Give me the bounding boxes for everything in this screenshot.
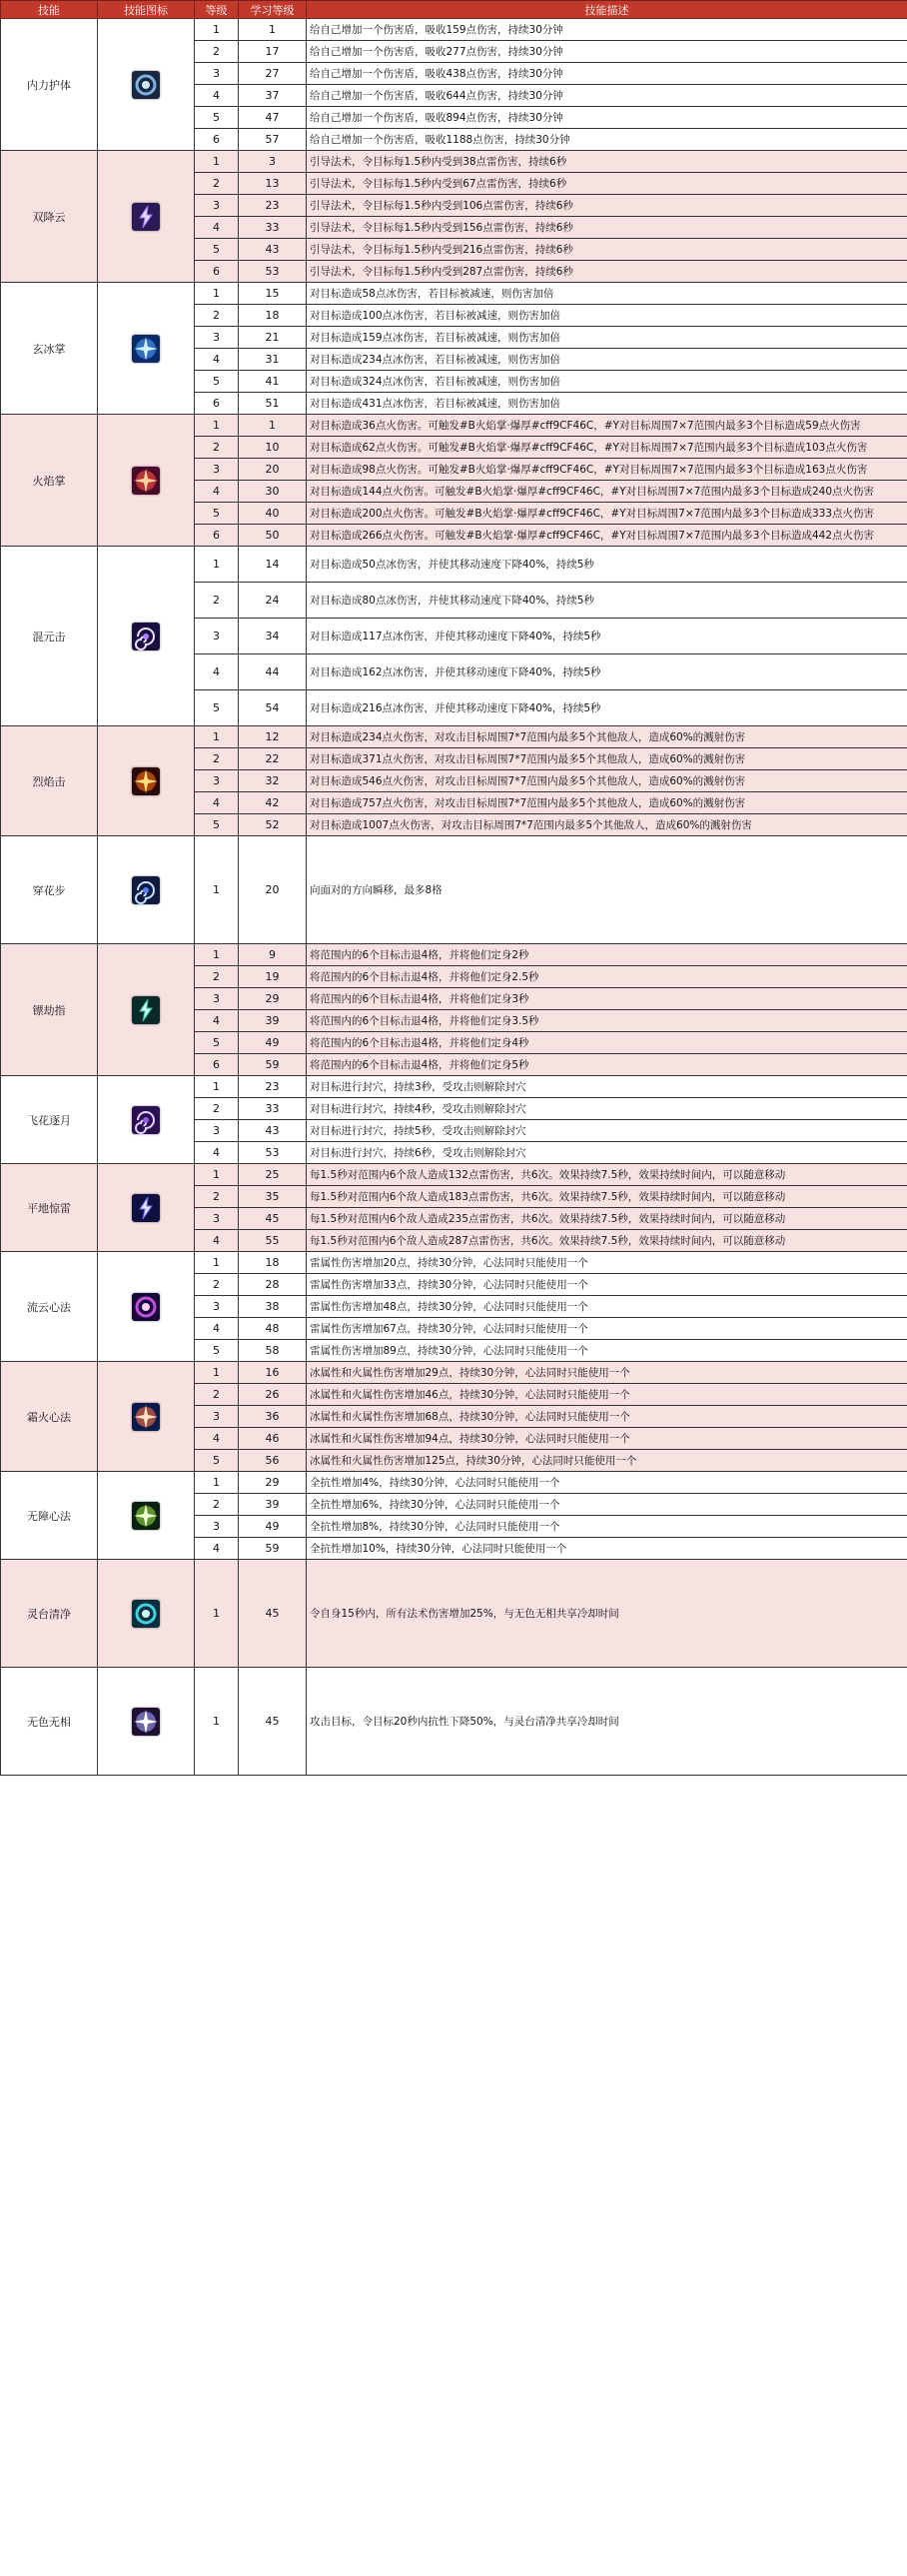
- skill-description: 对目标进行封穴，持续4秒，受攻击则解除封穴: [307, 1098, 907, 1120]
- learn-level: 43: [239, 239, 307, 261]
- skill-level: 6: [195, 129, 239, 151]
- skill-level: 5: [195, 1450, 239, 1472]
- skill-description: 对目标造成36点火伤害。可触发#B火焰掌·爆厚#cff9CF46C，#Y对目标周围7×7范围内最多3个目标造成59点火伤害: [307, 415, 907, 437]
- barrier-free-icon: [132, 1502, 160, 1530]
- table-row: [1, 283, 907, 305]
- skill-icon-cell: [98, 1668, 195, 1776]
- skill-group: [1, 1164, 907, 1252]
- skill-level: 5: [195, 503, 239, 525]
- learn-level: 41: [239, 371, 307, 393]
- skill-description: 给自己增加一个伤害盾，吸收644点伤害，持续30分钟: [307, 85, 907, 107]
- skill-level: 3: [195, 195, 239, 217]
- skill-name: 流云心法: [1, 1252, 98, 1362]
- learn-level: 29: [239, 1472, 307, 1494]
- skill-name: 镖劫指: [1, 944, 98, 1076]
- skill-description: 对目标造成50点冰伤害，并使其移动速度下降40%，持续5秒: [307, 547, 907, 583]
- skill-name: 灵台清净: [1, 1560, 98, 1668]
- skill-description: 对目标造成200点火伤害。可触发#B火焰掌·爆厚#cff9CF46C，#Y对目标周围7×7范围内最多3个目标造成333点火伤害: [307, 503, 907, 525]
- table-row: [1, 1560, 907, 1668]
- skill-level: 5: [195, 107, 239, 129]
- learn-level: 59: [239, 1054, 307, 1076]
- skill-description: 将范围内的6个目标击退4格，并将他们定身3.5秒: [307, 1010, 907, 1032]
- skill-description: 引导法术，令目标每1.5秒内受到106点雷伤害，持续6秒: [307, 195, 907, 217]
- skill-icon-cell: [98, 151, 195, 283]
- skill-description: 引导法术，令目标每1.5秒内受到216点雷伤害，持续6秒: [307, 239, 907, 261]
- skill-name: 内力护体: [1, 19, 98, 151]
- learn-level: 20: [239, 836, 307, 944]
- skill-level: 5: [195, 814, 239, 836]
- skill-description: 冰属性和火属性伤害增加125点，持续30分钟，心法同时只能使用一个: [307, 1450, 907, 1472]
- skill-level: 4: [195, 481, 239, 503]
- skill-description: 给自己增加一个伤害盾，吸收159点伤害，持续30分钟: [307, 19, 907, 41]
- skill-name: 玄冰掌: [1, 283, 98, 415]
- skill-description: 每1.5秒对范围内6个敌人造成235点雷伤害，共6次。效果持续7.5秒，效果持续时间内，可以随意移动: [307, 1208, 907, 1230]
- learn-level: 9: [239, 944, 307, 966]
- learn-level: 49: [239, 1032, 307, 1054]
- frost-fire-icon: [132, 1403, 160, 1431]
- skill-level: 2: [195, 1186, 239, 1208]
- skill-icon-cell: [98, 547, 195, 726]
- learn-level: 23: [239, 1076, 307, 1098]
- learn-level: 14: [239, 547, 307, 583]
- skill-description: 向面对的方向瞬移，最多8格: [307, 836, 907, 944]
- learn-level: 45: [239, 1668, 307, 1776]
- inner-shield-icon: [132, 71, 160, 99]
- skill-description: 全抗性增加10%，持续30分钟，心法同时只能使用一个: [307, 1538, 907, 1560]
- table-row: [1, 726, 907, 748]
- skill-group: [1, 836, 907, 944]
- skill-name: 混元击: [1, 547, 98, 726]
- skill-description: 对目标造成371点火伤害，对攻击目标周围7*7范围内最多5个其他敌人，造成60%的溅射伤害: [307, 748, 907, 770]
- learn-level: 37: [239, 85, 307, 107]
- learn-level: 49: [239, 1516, 307, 1538]
- skill-name: 平地惊雷: [1, 1164, 98, 1252]
- learn-level: 47: [239, 107, 307, 129]
- skill-level: 6: [195, 261, 239, 283]
- skill-group: [1, 1472, 907, 1560]
- table-row: [1, 1472, 907, 1494]
- learn-level: 54: [239, 690, 307, 726]
- learn-level: 33: [239, 1098, 307, 1120]
- skill-description: 雷属性伤害增加89点，持续30分钟，心法同时只能使用一个: [307, 1340, 907, 1362]
- learn-level: 53: [239, 1142, 307, 1164]
- table-row: [1, 1252, 907, 1274]
- learn-level: 40: [239, 503, 307, 525]
- skill-description: 每1.5秒对范围内6个敌人造成132点雷伤害，共6次。效果持续7.5秒，效果持续时间内，可以随意移动: [307, 1164, 907, 1186]
- skill-description: 对目标造成266点火伤害。可触发#B火焰掌·爆厚#cff9CF46C，#Y对目标周围7×7范围内最多3个目标造成442点火伤害: [307, 525, 907, 547]
- learn-level: 19: [239, 966, 307, 988]
- header-learn-level: 学习等级: [239, 1, 307, 19]
- skill-level: 1: [195, 1560, 239, 1668]
- ice-palm-icon: [132, 335, 160, 363]
- skill-name: 无色无相: [1, 1668, 98, 1776]
- skill-description: 对目标造成144点火伤害。可触发#B火焰掌·爆厚#cff9CF46C，#Y对目标周围7×7范围内最多3个目标造成240点火伤害: [307, 481, 907, 503]
- learn-level: 26: [239, 1384, 307, 1406]
- table-row: [1, 1362, 907, 1384]
- skill-level: 3: [195, 619, 239, 654]
- skill-description: 冰属性和火属性伤害增加94点，持续30分钟，心法同时只能使用一个: [307, 1428, 907, 1450]
- skill-description: 将范围内的6个目标击退4格，并将他们定身2.5秒: [307, 966, 907, 988]
- skill-level: 3: [195, 327, 239, 349]
- skill-level: 2: [195, 966, 239, 988]
- header-skill: 技能: [1, 1, 98, 19]
- learn-level: 33: [239, 217, 307, 239]
- skill-description: 将范围内的6个目标击退4格，并将他们定身2秒: [307, 944, 907, 966]
- skill-description: 全抗性增加4%，持续30分钟，心法同时只能使用一个: [307, 1472, 907, 1494]
- skill-description: 给自己增加一个伤害盾，吸收438点伤害，持续30分钟: [307, 63, 907, 85]
- skill-level: 3: [195, 63, 239, 85]
- skill-level: 5: [195, 690, 239, 726]
- skill-level: 2: [195, 748, 239, 770]
- learn-level: 30: [239, 481, 307, 503]
- skill-group: [1, 151, 907, 283]
- skill-group: [1, 1362, 907, 1472]
- skill-name: 飞花逐月: [1, 1076, 98, 1164]
- header-description: 技能描述: [307, 1, 907, 19]
- skill-description: 对目标造成324点冰伤害，若目标被减速，则伤害加倍: [307, 371, 907, 393]
- learn-level: 32: [239, 770, 307, 792]
- skill-level: 4: [195, 1318, 239, 1340]
- flowing-cloud-icon: [132, 1293, 160, 1321]
- learn-level: 10: [239, 437, 307, 459]
- skill-description: 冰属性和火属性伤害增加68点，持续30分钟，心法同时只能使用一个: [307, 1406, 907, 1428]
- skill-description: 对目标进行封穴，持续3秒，受攻击则解除封穴: [307, 1076, 907, 1098]
- skill-description: 对目标造成98点火伤害。可触发#B火焰掌·爆厚#cff9CF46C，#Y对目标周围7×7范围内最多3个目标造成163点火伤害: [307, 459, 907, 481]
- header-row: [1, 1, 907, 19]
- skill-description: 对目标造成162点冰伤害，并使其移动速度下降40%，持续5秒: [307, 654, 907, 690]
- skill-description: 冰属性和火属性伤害增加46点，持续30分钟，心法同时只能使用一个: [307, 1384, 907, 1406]
- skill-description: 对目标造成159点冰伤害，若目标被减速，则伤害加倍: [307, 327, 907, 349]
- skill-description: 对目标造成117点冰伤害，并使其移动速度下降40%，持续5秒: [307, 619, 907, 654]
- learn-level: 43: [239, 1120, 307, 1142]
- learn-level: 39: [239, 1010, 307, 1032]
- skill-icon-cell: [98, 415, 195, 547]
- table-row: [1, 1076, 907, 1098]
- skill-description: 对目标造成234点冰伤害，若目标被减速，则伤害加倍: [307, 349, 907, 371]
- learn-level: 52: [239, 814, 307, 836]
- skill-level: 5: [195, 371, 239, 393]
- skill-icon-cell: [98, 836, 195, 944]
- learn-level: 57: [239, 129, 307, 151]
- skill-level: 3: [195, 1516, 239, 1538]
- learn-level: 44: [239, 654, 307, 690]
- skill-description: 对目标造成216点冰伤害，并使其移动速度下降40%，持续5秒: [307, 690, 907, 726]
- learn-level: 48: [239, 1318, 307, 1340]
- learn-level: 59: [239, 1538, 307, 1560]
- skill-level: 6: [195, 525, 239, 547]
- learn-level: 18: [239, 305, 307, 327]
- skill-level: 2: [195, 1274, 239, 1296]
- skill-level: 2: [195, 583, 239, 619]
- learn-level: 1: [239, 415, 307, 437]
- table-row: [1, 415, 907, 437]
- flower-step-icon: [132, 876, 160, 904]
- skill-level: 4: [195, 1010, 239, 1032]
- table-row: [1, 1164, 907, 1186]
- skill-level: 1: [195, 151, 239, 173]
- learn-level: 28: [239, 1274, 307, 1296]
- skill-description: 将范围内的6个目标击退4格，并将他们定身3秒: [307, 988, 907, 1010]
- table-row: [1, 19, 907, 41]
- skill-level: 6: [195, 393, 239, 415]
- learn-level: 12: [239, 726, 307, 748]
- skill-level: 1: [195, 283, 239, 305]
- skill-icon-cell: [98, 1164, 195, 1252]
- skill-description: 将范围内的6个目标击退4格，并将他们定身5秒: [307, 1054, 907, 1076]
- skill-description: 雷属性伤害增加48点，持续30分钟，心法同时只能使用一个: [307, 1296, 907, 1318]
- learn-level: 17: [239, 41, 307, 63]
- skill-description: 给自己增加一个伤害盾，吸收277点伤害，持续30分钟: [307, 41, 907, 63]
- learn-level: 56: [239, 1450, 307, 1472]
- skill-level: 4: [195, 654, 239, 690]
- skill-description: 全抗性增加8%，持续30分钟，心法同时只能使用一个: [307, 1516, 907, 1538]
- skill-level: 1: [195, 1164, 239, 1186]
- learn-level: 31: [239, 349, 307, 371]
- table-row: [1, 547, 907, 583]
- skill-level: 5: [195, 1340, 239, 1362]
- skill-icon-cell: [98, 1560, 195, 1668]
- skill-icon-cell: [98, 726, 195, 836]
- skill-level: 1: [195, 944, 239, 966]
- skill-group: [1, 1668, 907, 1776]
- learn-level: 34: [239, 619, 307, 654]
- header-level: 等级: [195, 1, 239, 19]
- skill-icon-cell: [98, 944, 195, 1076]
- skill-level: 1: [195, 1362, 239, 1384]
- learn-level: 51: [239, 393, 307, 415]
- skill-icon-cell: [98, 19, 195, 151]
- fire-palm-icon: [132, 467, 160, 495]
- skill-description: 对目标造成234点火伤害，对攻击目标周围7*7范围内最多5个其他敌人，造成60%的溅射伤害: [307, 726, 907, 748]
- skill-description: 全抗性增加6%，持续30分钟，心法同时只能使用一个: [307, 1494, 907, 1516]
- skill-name: 无障心法: [1, 1472, 98, 1560]
- learn-level: 45: [239, 1560, 307, 1668]
- clear-mind-icon: [132, 1600, 160, 1628]
- skill-level: 3: [195, 1406, 239, 1428]
- learn-level: 22: [239, 748, 307, 770]
- skill-level: 4: [195, 792, 239, 814]
- skill-level: 2: [195, 1384, 239, 1406]
- learn-level: 38: [239, 1296, 307, 1318]
- skill-name: 烈焰击: [1, 726, 98, 836]
- skill-level: 2: [195, 1494, 239, 1516]
- learn-level: 23: [239, 195, 307, 217]
- skill-icon-cell: [98, 1076, 195, 1164]
- skill-level: 2: [195, 1098, 239, 1120]
- skill-group: [1, 1252, 907, 1362]
- learn-level: 21: [239, 327, 307, 349]
- skill-level: 2: [195, 437, 239, 459]
- skill-group: [1, 547, 907, 726]
- table-row: [1, 151, 907, 173]
- learn-level: 18: [239, 1252, 307, 1274]
- learn-level: 25: [239, 1164, 307, 1186]
- skill-description: 对目标造成431点冰伤害，若目标被减速，则伤害加倍: [307, 393, 907, 415]
- skill-group: [1, 19, 907, 151]
- skill-description: 引导法术，令目标每1.5秒内受到287点雷伤害，持续6秒: [307, 261, 907, 283]
- skill-level: 4: [195, 85, 239, 107]
- skill-description: 对目标造成1007点火伤害，对攻击目标周围7*7范围内最多5个其他敌人，造成60%的溅射伤害: [307, 814, 907, 836]
- skill-level: 3: [195, 1120, 239, 1142]
- skill-icon-cell: [98, 1472, 195, 1560]
- skill-description: 对目标造成80点冰伤害，并使其移动速度下降40%，持续5秒: [307, 583, 907, 619]
- dart-finger-icon: [132, 996, 160, 1024]
- skill-group: [1, 726, 907, 836]
- skill-description: 将范围内的6个目标击退4格，并将他们定身4秒: [307, 1032, 907, 1054]
- skill-level: 6: [195, 1054, 239, 1076]
- learn-level: 53: [239, 261, 307, 283]
- skill-group: [1, 1560, 907, 1668]
- skill-description: 雷属性伤害增加33点，持续30分钟，心法同时只能使用一个: [307, 1274, 907, 1296]
- table-row: [1, 836, 907, 944]
- skill-level: 1: [195, 726, 239, 748]
- skill-level: 5: [195, 1032, 239, 1054]
- skill-level: 3: [195, 1296, 239, 1318]
- skill-level: 2: [195, 41, 239, 63]
- skill-level: 4: [195, 349, 239, 371]
- skill-description: 对目标进行封穴，持续5秒，受攻击则解除封穴: [307, 1120, 907, 1142]
- skill-description: 给自己增加一个伤害盾，吸收1188点伤害，持续30分钟: [307, 129, 907, 151]
- learn-level: 45: [239, 1208, 307, 1230]
- learn-level: 3: [239, 151, 307, 173]
- skill-level: 1: [195, 1076, 239, 1098]
- skill-group: [1, 1076, 907, 1164]
- learn-level: 58: [239, 1340, 307, 1362]
- chaos-strike-icon: [132, 623, 160, 650]
- thunder-bolt-icon: [132, 1194, 160, 1222]
- skill-icon-cell: [98, 283, 195, 415]
- skill-name: 双降云: [1, 151, 98, 283]
- skill-name: 火焰掌: [1, 415, 98, 547]
- skill-description: 引导法术，令目标每1.5秒内受到38点雷伤害，持续6秒: [307, 151, 907, 173]
- skill-description: 攻击目标，令目标20秒内抗性下降50%，与灵台清净共享冷却时间: [307, 1668, 907, 1776]
- formless-icon: [132, 1708, 160, 1736]
- learn-level: 16: [239, 1362, 307, 1384]
- skill-description: 对目标进行封穴，持续6秒，受攻击则解除封穴: [307, 1142, 907, 1164]
- learn-level: 13: [239, 173, 307, 195]
- skill-description: 引导法术，令目标每1.5秒内受到67点雷伤害，持续6秒: [307, 173, 907, 195]
- skill-description: 对目标造成62点火伤害。可触发#B火焰掌·爆厚#cff9CF46C，#Y对目标周围7×7范围内最多3个目标造成103点火伤害: [307, 437, 907, 459]
- skill-level: 2: [195, 173, 239, 195]
- learn-level: 20: [239, 459, 307, 481]
- header-icon: 技能图标: [98, 1, 195, 19]
- skill-icon-cell: [98, 1362, 195, 1472]
- learn-level: 35: [239, 1186, 307, 1208]
- skill-level: 3: [195, 988, 239, 1010]
- skill-group: [1, 415, 907, 547]
- skill-group: [1, 283, 907, 415]
- skill-level: 1: [195, 547, 239, 583]
- skill-description: 给自己增加一个伤害盾，吸收894点伤害，持续30分钟: [307, 107, 907, 129]
- learn-level: 15: [239, 283, 307, 305]
- skill-level: 4: [195, 1230, 239, 1252]
- skill-name: 穿花步: [1, 836, 98, 944]
- moon-flower-icon: [132, 1106, 160, 1134]
- skill-level: 3: [195, 459, 239, 481]
- skill-description: 雷属性伤害增加67点，持续30分钟，心法同时只能使用一个: [307, 1318, 907, 1340]
- skill-description: 每1.5秒对范围内6个敌人造成287点雷伤害，共6次。效果持续7.5秒，效果持续时间内，可以随意移动: [307, 1230, 907, 1252]
- skill-description: 雷属性伤害增加20点，持续30分钟，心法同时只能使用一个: [307, 1252, 907, 1274]
- skill-level: 3: [195, 770, 239, 792]
- skill-name: 霜火心法: [1, 1362, 98, 1472]
- skill-level: 1: [195, 19, 239, 41]
- learn-level: 46: [239, 1428, 307, 1450]
- learn-level: 1: [239, 19, 307, 41]
- skill-level: 5: [195, 239, 239, 261]
- skill-description: 冰属性和火属性伤害增加29点，持续30分钟，心法同时只能使用一个: [307, 1362, 907, 1384]
- skill-level: 1: [195, 1668, 239, 1776]
- learn-level: 29: [239, 988, 307, 1010]
- table-row: [1, 1668, 907, 1776]
- skill-description: 每1.5秒对范围内6个敌人造成183点雷伤害，共6次。效果持续7.5秒，效果持续时间内，可以随意移动: [307, 1186, 907, 1208]
- learn-level: 50: [239, 525, 307, 547]
- skill-level: 4: [195, 1428, 239, 1450]
- skill-description: 对目标造成100点冰伤害，若目标被减速，则伤害加倍: [307, 305, 907, 327]
- skill-level: 4: [195, 1538, 239, 1560]
- learn-level: 42: [239, 792, 307, 814]
- learn-level: 55: [239, 1230, 307, 1252]
- skill-description: 引导法术，令目标每1.5秒内受到156点雷伤害，持续6秒: [307, 217, 907, 239]
- learn-level: 39: [239, 1494, 307, 1516]
- skill-level: 1: [195, 836, 239, 944]
- skill-description: 对目标造成546点火伤害，对攻击目标周围7*7范围内最多5个其他敌人，造成60%的溅射伤害: [307, 770, 907, 792]
- skill-description: 对目标造成757点火伤害，对攻击目标周围7*7范围内最多5个其他敌人，造成60%的溅射伤害: [307, 792, 907, 814]
- table-row: [1, 944, 907, 966]
- flame-strike-icon: [132, 767, 160, 795]
- skill-level: 3: [195, 1208, 239, 1230]
- skill-icon-cell: [98, 1252, 195, 1362]
- thunder-cloud-icon: [132, 203, 160, 231]
- learn-level: 27: [239, 63, 307, 85]
- skill-description: 令自身15秒内，所有法术伤害增加25%，与无色无相共享冷却时间: [307, 1560, 907, 1668]
- skill-description: 对目标造成58点冰伤害，若目标被减速，则伤害加倍: [307, 283, 907, 305]
- skill-group: [1, 944, 907, 1076]
- skill-level: 1: [195, 1252, 239, 1274]
- learn-level: 24: [239, 583, 307, 619]
- skill-level: 1: [195, 415, 239, 437]
- learn-level: 36: [239, 1406, 307, 1428]
- skill-level: 2: [195, 305, 239, 327]
- skill-level: 4: [195, 1142, 239, 1164]
- skill-level: 1: [195, 1472, 239, 1494]
- skill-level: 4: [195, 217, 239, 239]
